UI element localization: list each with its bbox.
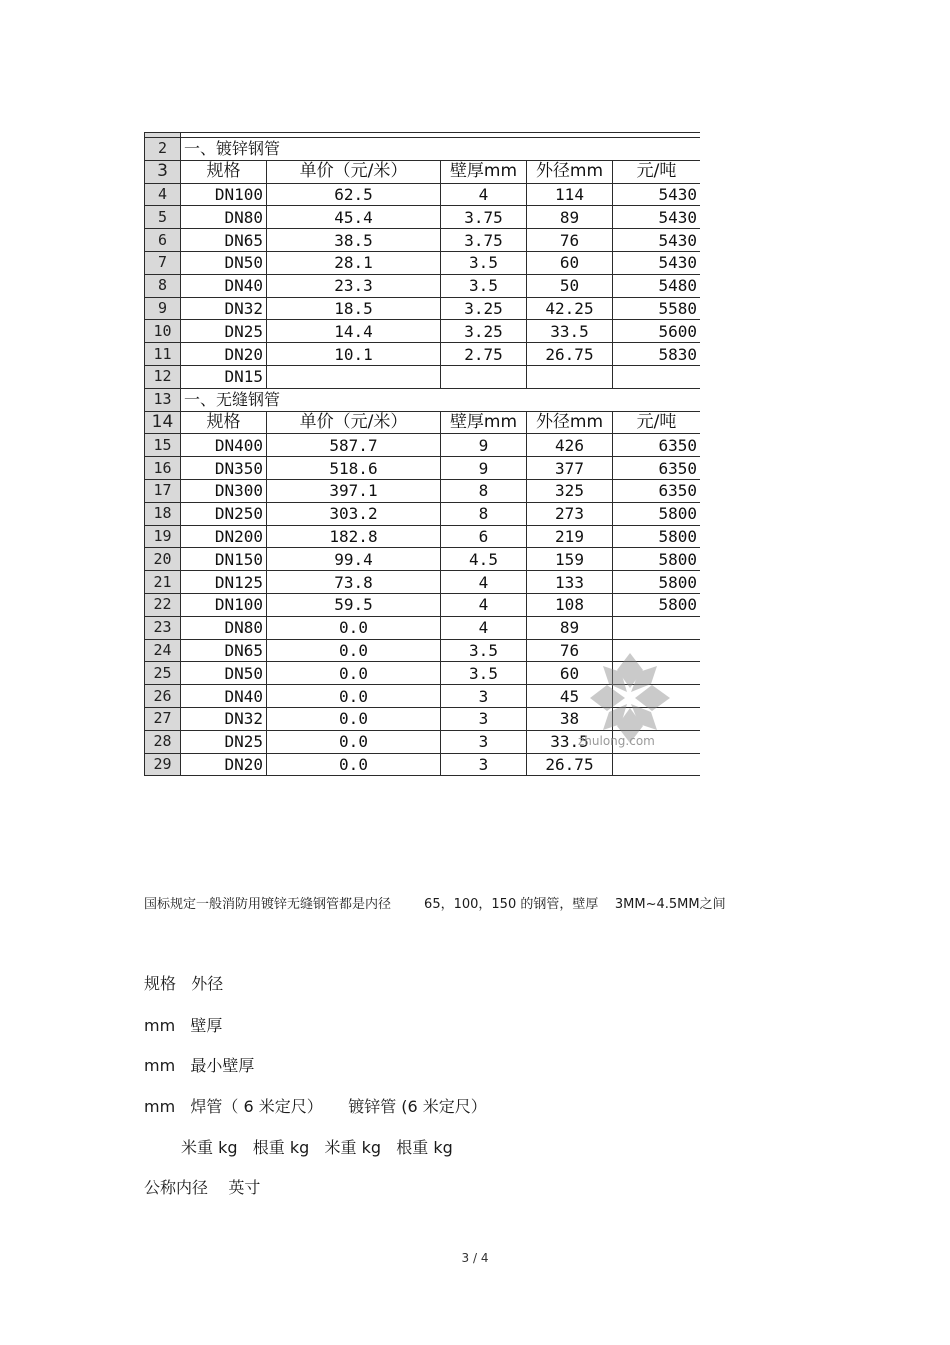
table-cell	[441, 365, 527, 388]
row-number: 11	[145, 343, 181, 366]
row-number: 14	[145, 411, 181, 434]
table-cell: 0.0	[267, 730, 441, 753]
row-number: 3	[145, 160, 181, 183]
table-cell: 587.7	[267, 434, 441, 457]
table-cell: 4	[441, 183, 527, 206]
table-cell: 8	[441, 502, 527, 525]
table-cell: 5430	[613, 206, 701, 229]
table-cell: 5430	[613, 229, 701, 252]
sheet-row	[145, 593, 701, 616]
row-number: 24	[145, 639, 181, 662]
table-cell: 33.5	[527, 730, 613, 753]
column-header: 元/吨	[613, 160, 701, 183]
table-cell: 159	[527, 548, 613, 571]
column-header: 单价（元/米）	[267, 160, 441, 183]
table-cell: 99.4	[267, 548, 441, 571]
table-cell: DN50	[181, 251, 267, 274]
section-title: 一、镀锌钢管	[181, 138, 701, 161]
table-cell: 50	[527, 274, 613, 297]
table-cell: 0.0	[267, 639, 441, 662]
table-cell	[613, 753, 701, 776]
page-number: 3 / 4	[461, 1251, 489, 1265]
table-cell	[527, 365, 613, 388]
row-number: 8	[145, 274, 181, 297]
standard-note: 国标规定一般消防用镀锌无缝钢管都是内径 65，100，150 的钢管，壁厚 3MM~4.5MM之间	[144, 897, 726, 912]
sheet-row	[145, 457, 701, 480]
spec-line-5: 米重 kg 根重 kg 米重 kg 根重 kg	[181, 1138, 453, 1157]
spec-line-3: mm 最小壁厚	[144, 1056, 255, 1075]
table-cell: 0.0	[267, 707, 441, 730]
table-cell: 45	[527, 685, 613, 708]
table-cell: 3.5	[441, 274, 527, 297]
table-cell: 76	[527, 229, 613, 252]
table-cell: DN80	[181, 616, 267, 639]
table-cell: 182.8	[267, 525, 441, 548]
table-cell: 219	[527, 525, 613, 548]
column-header: 壁厚mm	[441, 160, 527, 183]
row-number: 26	[145, 685, 181, 708]
sheet-row	[145, 138, 701, 161]
table-cell: 38.5	[267, 229, 441, 252]
row-number: 15	[145, 434, 181, 457]
sheet-row	[145, 343, 701, 366]
table-cell: 325	[527, 479, 613, 502]
table-cell: 9	[441, 457, 527, 480]
sheet-row	[145, 571, 701, 594]
row-number: 10	[145, 320, 181, 343]
row-number: 12	[145, 365, 181, 388]
row-number: 9	[145, 297, 181, 320]
table-cell: 60	[527, 251, 613, 274]
table-cell: 26.75	[527, 343, 613, 366]
sheet-row	[145, 753, 701, 776]
table-cell: 5800	[613, 548, 701, 571]
table-cell: 303.2	[267, 502, 441, 525]
table-cell: 3	[441, 685, 527, 708]
table-cell: DN25	[181, 320, 267, 343]
row-number: 18	[145, 502, 181, 525]
sheet-row	[145, 411, 701, 434]
table-cell: 377	[527, 457, 613, 480]
table-cell: 3	[441, 730, 527, 753]
table-cell: 5800	[613, 502, 701, 525]
column-header: 外径mm	[527, 411, 613, 434]
table-cell: 518.6	[267, 457, 441, 480]
table-cell: DN20	[181, 343, 267, 366]
column-header: 外径mm	[527, 160, 613, 183]
sheet-row	[145, 206, 701, 229]
table-cell: DN65	[181, 229, 267, 252]
table-cell: 45.4	[267, 206, 441, 229]
row-number: 21	[145, 571, 181, 594]
row-number: 5	[145, 206, 181, 229]
table-cell: DN15	[181, 365, 267, 388]
sheet-row	[145, 251, 701, 274]
table-cell: 3	[441, 707, 527, 730]
table-cell: 426	[527, 434, 613, 457]
sheet-row	[145, 297, 701, 320]
table-cell: 273	[527, 502, 613, 525]
row-number: 25	[145, 662, 181, 685]
spec-line-4: mm 焊管（ 6 米定尺） 镀锌管 (6 米定尺）	[144, 1097, 487, 1116]
table-cell: 5430	[613, 251, 701, 274]
table-cell: 397.1	[267, 479, 441, 502]
column-header: 单价（元/米）	[267, 411, 441, 434]
table-cell: 5580	[613, 297, 701, 320]
row-number: 4	[145, 183, 181, 206]
table-cell: DN65	[181, 639, 267, 662]
table-cell: 23.3	[267, 274, 441, 297]
table-cell: 18.5	[267, 297, 441, 320]
watermark-logo-icon	[585, 648, 675, 748]
table-cell: 5600	[613, 320, 701, 343]
column-header: 规格	[181, 411, 267, 434]
row-number: 7	[145, 251, 181, 274]
watermark-text: zhulong.com	[578, 734, 655, 748]
table-cell: 3.75	[441, 206, 527, 229]
row-number: 13	[145, 388, 181, 411]
table-cell: 5800	[613, 525, 701, 548]
table-cell: DN80	[181, 206, 267, 229]
table-cell: 73.8	[267, 571, 441, 594]
table-cell: DN25	[181, 730, 267, 753]
row-number: 17	[145, 479, 181, 502]
table-cell: DN150	[181, 548, 267, 571]
sheet-row	[145, 160, 701, 183]
table-cell: DN350	[181, 457, 267, 480]
row-number: 29	[145, 753, 181, 776]
sheet-row	[145, 320, 701, 343]
sheet-row	[145, 616, 701, 639]
table-cell: 4	[441, 571, 527, 594]
row-number: 20	[145, 548, 181, 571]
table-cell: DN200	[181, 525, 267, 548]
table-cell: 8	[441, 479, 527, 502]
table-cell	[267, 365, 441, 388]
sheet-row	[145, 388, 701, 411]
column-header: 壁厚mm	[441, 411, 527, 434]
table-cell: DN50	[181, 662, 267, 685]
table-cell: DN32	[181, 707, 267, 730]
table-cell: DN40	[181, 685, 267, 708]
table-cell	[613, 365, 701, 388]
table-cell: DN400	[181, 434, 267, 457]
table-cell: 5430	[613, 183, 701, 206]
table-cell: 0.0	[267, 753, 441, 776]
table-cell: 6	[441, 525, 527, 548]
column-header: 元/吨	[613, 411, 701, 434]
table-cell: 133	[527, 571, 613, 594]
table-cell: 4	[441, 593, 527, 616]
table-cell: 42.25	[527, 297, 613, 320]
table-cell: DN32	[181, 297, 267, 320]
table-cell: DN250	[181, 502, 267, 525]
sheet-row	[145, 502, 701, 525]
table-cell: 62.5	[267, 183, 441, 206]
table-cell: 6350	[613, 434, 701, 457]
row-number: 27	[145, 707, 181, 730]
table-cell: 76	[527, 639, 613, 662]
table-cell: 4.5	[441, 548, 527, 571]
table-cell: 60	[527, 662, 613, 685]
table-cell: 3.25	[441, 320, 527, 343]
sheet-row	[145, 183, 701, 206]
table-cell: 59.5	[267, 593, 441, 616]
spec-line-2: mm 壁厚	[144, 1016, 223, 1035]
sheet-row	[145, 525, 701, 548]
row-number: 23	[145, 616, 181, 639]
table-cell: 5800	[613, 593, 701, 616]
table-cell: 4	[441, 616, 527, 639]
table-cell: DN100	[181, 183, 267, 206]
table-cell: 108	[527, 593, 613, 616]
table-cell: 3.25	[441, 297, 527, 320]
table-cell: 14.4	[267, 320, 441, 343]
table-cell: 3.5	[441, 251, 527, 274]
table-cell: 2.75	[441, 343, 527, 366]
sheet-row	[145, 479, 701, 502]
table-cell: 0.0	[267, 685, 441, 708]
table-cell: 0.0	[267, 662, 441, 685]
spec-line-1: 规格 外径	[144, 974, 224, 993]
table-cell: 33.5	[527, 320, 613, 343]
table-cell: 114	[527, 183, 613, 206]
table-cell: 5480	[613, 274, 701, 297]
sheet-row	[145, 548, 701, 571]
sheet-row	[145, 365, 701, 388]
row-number: 2	[145, 138, 181, 161]
table-cell: 3.75	[441, 229, 527, 252]
spec-line-6: 公称内径 英寸	[144, 1178, 261, 1197]
table-cell: 3	[441, 753, 527, 776]
table-cell: DN40	[181, 274, 267, 297]
row-number: 6	[145, 229, 181, 252]
table-cell: 28.1	[267, 251, 441, 274]
row-number: 19	[145, 525, 181, 548]
sheet-row	[145, 434, 701, 457]
table-cell: 89	[527, 616, 613, 639]
table-cell: DN100	[181, 593, 267, 616]
table-cell	[613, 616, 701, 639]
table-cell: 38	[527, 707, 613, 730]
row-number: 22	[145, 593, 181, 616]
table-cell: DN300	[181, 479, 267, 502]
sheet-row	[145, 274, 701, 297]
table-cell: DN125	[181, 571, 267, 594]
table-cell: 0.0	[267, 616, 441, 639]
row-number: 28	[145, 730, 181, 753]
column-header: 规格	[181, 160, 267, 183]
table-cell: 3.5	[441, 662, 527, 685]
table-cell: 5830	[613, 343, 701, 366]
table-cell: 6350	[613, 479, 701, 502]
table-cell: DN20	[181, 753, 267, 776]
table-cell: 6350	[613, 457, 701, 480]
row-number: 16	[145, 457, 181, 480]
section-title: 一、无缝钢管	[181, 388, 701, 411]
table-cell: 10.1	[267, 343, 441, 366]
sheet-row	[145, 229, 701, 252]
table-cell: 89	[527, 206, 613, 229]
table-cell: 26.75	[527, 753, 613, 776]
table-cell: 3.5	[441, 639, 527, 662]
table-cell: 9	[441, 434, 527, 457]
table-cell: 5800	[613, 571, 701, 594]
